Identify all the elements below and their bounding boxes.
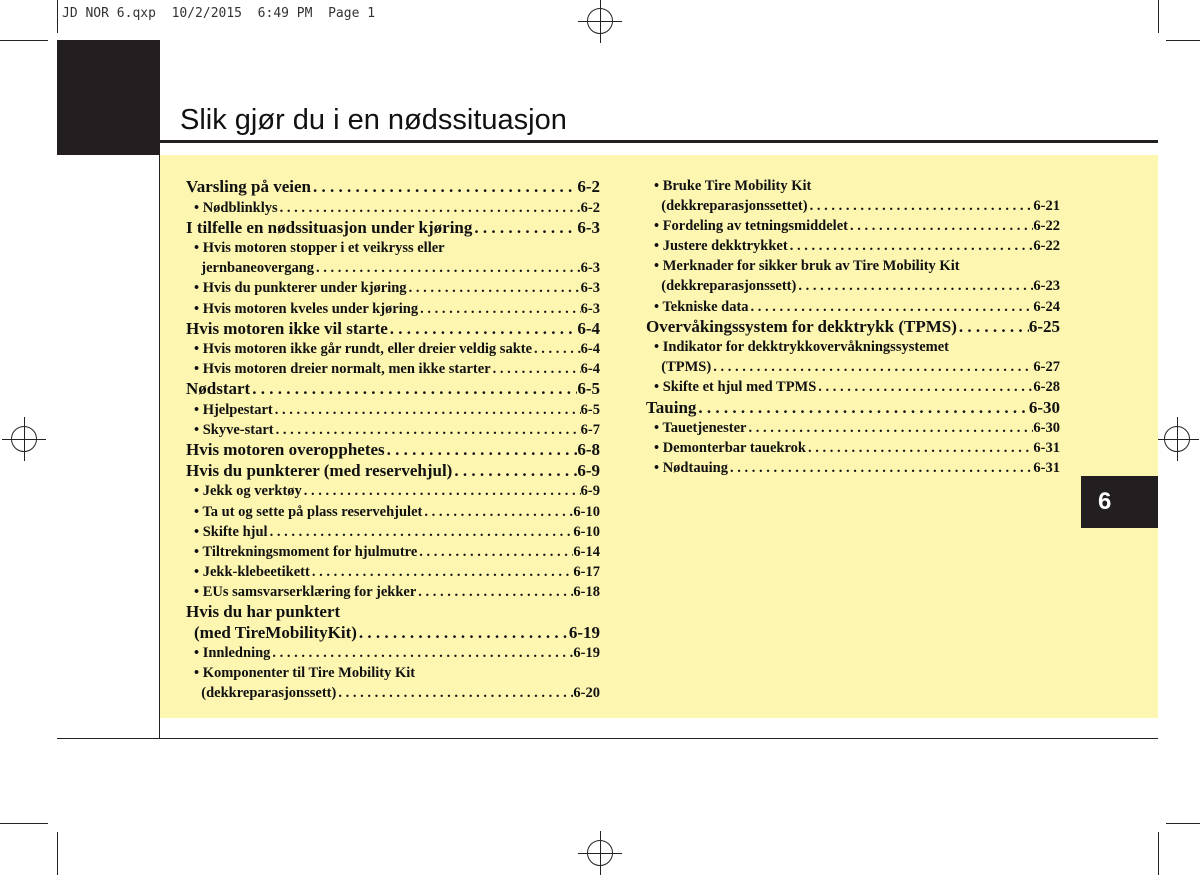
toc-entry [186,542,600,562]
toc-entry [646,377,1060,397]
toc-entry-page: 6-3 [580,280,600,297]
toc-entry [186,379,600,400]
toc-entry-title: • Komponenter til Tire Mobility Kit [194,665,416,682]
toc-entry [186,177,600,198]
toc-entry [646,438,1060,458]
toc-entry-title: Varsling på veien [186,177,312,196]
registration-mark [587,840,613,866]
toc-entry-page: 6-3 [577,217,600,237]
dot-leader [407,278,581,298]
toc-entry-page: 6-3 [580,260,600,277]
toc-entry [186,481,600,501]
toc-entry-title: • Innledning [194,645,271,662]
toc-entry-page: 6-19 [568,622,600,642]
dot-leader [491,359,581,379]
toc-entry-title: • Bruke Tire Mobility Kit [654,178,812,194]
toc-entry [186,582,600,602]
toc-entry-page: 6-22 [1033,218,1060,235]
dot-leader [314,258,581,278]
toc-entry [646,297,1060,317]
toc-entry-title: (med TireMobilityKit) [194,622,357,642]
toc-entry-page: 6-17 [573,563,600,580]
toc-entry-title: • Skifte et hjul med TPMS [654,379,817,396]
toc-entry-title: Overvåkingssystem for dekktrykk (TPMS) [646,316,957,336]
toc-entry-page: 6-4 [580,341,600,358]
registration-mark [587,8,613,34]
dot-leader [268,522,574,542]
dot-leader [418,299,581,319]
dot-leader [816,377,1033,397]
dot-leader [357,623,569,644]
toc-entry-title: • Hvis motoren stopper i et veikryss eller [194,240,445,257]
dot-leader [422,502,573,522]
toc-entry-page: 6-4 [580,361,600,378]
toc-entry-page: 6-5 [580,402,600,419]
dot-leader [388,319,578,340]
toc-entry-page: 6-9 [577,460,600,480]
dot-leader [250,379,577,400]
dot-leader [311,177,577,198]
registration-mark [1164,426,1190,452]
toc-right-column [646,176,1060,478]
dot-leader [302,481,581,501]
registration-mark [11,426,37,452]
toc-entry-title: • Nødblinklys [194,199,278,216]
toc-entry-title: • Tauetjenester [654,420,747,437]
toc-entry [186,440,600,461]
toc-entry-title: Nødstart [186,379,251,399]
dot-leader [788,236,1034,256]
crop-mark [57,832,58,875]
toc-entry-page: 6-31 [1033,460,1060,477]
dot-leader [957,317,1029,338]
toc-entry-page: 6-10 [573,503,600,520]
toc-entry-page: 6-28 [1033,379,1060,396]
toc-entry [186,278,600,298]
toc-entry-title: • Indikator for dekktrykkovervåkningssystemet [654,339,949,356]
toc-entry [186,623,600,644]
toc-entry-page: 6-9 [580,483,600,500]
toc-entry-title: • Hvis motoren dreier normalt, men ikke starter [194,361,491,378]
toc-entry [186,502,600,522]
toc-entry [186,238,600,258]
toc-entry [646,317,1060,338]
dot-leader [278,198,581,218]
toc-entry-title: (dekkreparasjonssett) [194,685,337,702]
toc-entry [186,602,600,623]
toc-entry-title: • Hvis motoren ikke går rundt, eller dreier veldig sakte [194,341,533,358]
toc-entry-page: 6-10 [573,523,600,540]
toc-entry [186,198,600,218]
toc-entry [186,461,600,482]
dot-leader [711,357,1033,377]
toc-entry [186,562,600,582]
toc-entry [646,398,1060,419]
toc-entry [186,359,600,379]
toc-entry-page: 6-20 [573,685,600,702]
toc-entry-page: 6-22 [1033,238,1060,255]
toc-entry-page: 6-3 [580,300,600,317]
printer-slug: JD NOR 6.qxp 10/2/2015 6:49 PM Page 1 [62,6,376,21]
dot-leader [806,438,1033,458]
toc-entry-title: • Ta ut og sette på plass reservehjulet [194,503,423,520]
toc-entry [186,522,600,542]
toc-entry-page: 6-30 [1028,397,1060,417]
toc-entry [646,357,1060,377]
toc-entry-title: • Jekk og verktøy [194,483,302,500]
toc-entry-page: 6-30 [1033,420,1060,437]
header-black-block [57,40,160,155]
toc-entry-page: 6-4 [577,318,600,338]
toc-entry [186,663,600,683]
toc-entry-page: 6-8 [577,440,600,460]
toc-entry [646,196,1060,216]
dot-leader [274,420,581,440]
dot-leader [696,398,1028,419]
toc-entry-title: Hvis du har punktert [186,601,341,621]
toc-entry-title: • Skyve-start [194,422,274,439]
dot-leader [746,418,1033,438]
toc-entry-title: (dekkreparasjonssett) [654,278,797,295]
toc-entry [186,339,600,359]
crop-mark [1166,823,1200,824]
toc-entry-title: • Hjelpestart [194,402,273,419]
toc-entry-title: • Tiltrekningsmoment for hjulmutre [194,543,418,560]
toc-entry [646,276,1060,296]
toc-entry-title: Hvis motoren ikke vil starte [186,318,388,338]
toc-entry-title: • Tekniske data [654,298,749,315]
title-rule [57,140,1158,143]
toc-entry-page: 6-19 [573,645,600,662]
crop-mark [57,0,58,33]
toc-entry-title: jernbaneovergang [194,260,315,277]
toc-entry-title: (TPMS) [654,359,712,376]
toc-entry-page: 6-27 [1033,359,1060,376]
toc-entry-page: 6-7 [580,422,600,439]
toc-entry [186,400,600,420]
dot-leader [417,542,573,562]
toc-entry-title: (dekkreparasjonssettet) [654,198,808,215]
crop-mark [0,823,48,824]
toc-entry-page: 6-2 [580,199,600,216]
toc-entry [186,258,600,278]
crop-mark [1158,832,1159,875]
toc-entry-page: 6-31 [1033,440,1060,457]
crop-mark [0,40,48,41]
toc-entry-title: • Justere dekktrykket [654,238,788,255]
dot-leader [532,339,581,359]
dot-leader [273,400,581,420]
toc-entry-title: I tilfelle en nødssituasjon under kjøring [186,217,473,237]
page-title: Slik gjør du i en nødssituasjon [180,104,567,136]
toc-entry [186,319,600,340]
toc-entry-page: 6-25 [1028,316,1060,336]
toc-entry-title: • Fordeling av tetningsmiddelet [654,218,848,235]
toc-entry-title: • Hvis du punkterer under kjøring [194,280,407,297]
toc-entry-page: 6-23 [1033,278,1060,295]
crop-mark [1158,0,1159,33]
dot-leader [848,216,1033,236]
dot-leader [472,218,577,239]
dot-leader [728,458,1033,478]
toc-entry-title: • EUs samsvarserklæring for jekker [194,583,417,600]
toc-entry-title: • Jekk-klebeetikett [194,563,310,580]
toc-entry-title: Hvis du punkterer (med reservehjul) [186,460,453,480]
chapter-tab: 6 [1081,476,1158,528]
toc-entry-page: 6-24 [1033,298,1060,315]
toc-entry [186,683,600,703]
toc-entry-title: Hvis motoren overopphetes [186,440,385,460]
toc-left-column [186,177,600,703]
toc-entry [186,299,600,319]
toc-entry [646,337,1060,357]
toc-entry [186,420,600,440]
toc-entry [646,256,1060,276]
bottom-rule [57,738,1158,739]
toc-entry [646,176,1060,196]
dot-leader [416,582,573,602]
dot-leader [808,196,1034,216]
dot-leader [385,440,578,461]
toc-entry-page: 6-18 [573,583,600,600]
dot-leader [270,643,573,663]
dot-leader [796,276,1033,296]
toc-entry-page: 6-2 [577,177,600,196]
dot-leader [749,297,1034,317]
toc-entry-page: 6-14 [573,543,600,560]
toc-entry-title: • Nødtauing [654,460,728,477]
toc-entry [646,236,1060,256]
toc-entry [646,458,1060,478]
toc-entry-title: • Merknader for sikker bruk av Tire Mobility Kit [654,258,960,275]
dot-leader [310,562,574,582]
toc-entry-title: • Hvis motoren kveles under kjøring [194,300,419,317]
toc-entry-title: • Skifte hjul [194,523,268,540]
toc-entry-title: Tauing [646,397,697,417]
toc-entry [646,418,1060,438]
crop-mark [1166,40,1200,41]
dot-leader [336,683,573,703]
toc-entry [186,643,600,663]
dot-leader [452,461,577,482]
toc-entry [646,216,1060,236]
toc-entry-page: 6-21 [1033,198,1060,215]
toc-entry-title: • Demonterbar tauekrok [654,440,806,457]
toc-entry [186,218,600,239]
toc-entry-page: 6-5 [577,379,600,399]
